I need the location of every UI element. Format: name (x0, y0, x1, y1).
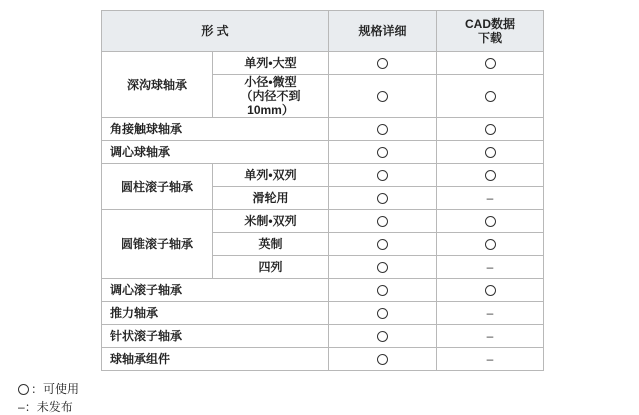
cad-cell[interactable] (437, 75, 544, 118)
legend-available (18, 380, 79, 397)
subtype-metric-double[interactable]: 米制•双列 (213, 210, 329, 233)
category-self-aligning-ball[interactable]: 调心球轴承 (102, 141, 329, 164)
spec-cell[interactable] (329, 210, 437, 233)
category-thrust[interactable]: 推力轴承 (102, 302, 329, 325)
available-icon (377, 331, 388, 342)
available-icon (377, 91, 388, 102)
available-icon (485, 147, 496, 158)
header-type: 形 式 (102, 11, 329, 52)
table-row (102, 52, 544, 75)
table-row (102, 164, 544, 187)
available-icon (485, 91, 496, 102)
available-icon (485, 58, 496, 69)
unreleased-icon: – (486, 191, 494, 205)
available-icon (377, 147, 388, 158)
available-icon (485, 239, 496, 250)
table-row (102, 118, 544, 141)
available-icon (377, 354, 388, 365)
legend-unreleased (18, 398, 73, 415)
subtype-four-row[interactable]: 四列 (213, 256, 329, 279)
table-row (102, 325, 544, 348)
bearing-type-table (101, 10, 544, 371)
available-icon (377, 285, 388, 296)
legend-unreleased-text: ：未发布 (24, 400, 73, 414)
spec-cell[interactable] (329, 52, 437, 75)
spec-cell[interactable] (329, 256, 437, 279)
available-icon (377, 216, 388, 227)
available-icon (377, 124, 388, 135)
category-needle-roller[interactable]: 针状滚子轴承 (102, 325, 329, 348)
table-row (102, 302, 544, 325)
cad-cell (437, 302, 544, 325)
cad-cell[interactable] (437, 210, 544, 233)
cad-cell[interactable] (437, 279, 544, 302)
cad-cell[interactable] (437, 52, 544, 75)
unreleased-icon: – (486, 352, 494, 366)
spec-cell[interactable] (329, 348, 437, 371)
cad-cell[interactable] (437, 118, 544, 141)
category-tapered-roller[interactable]: 圆锥滚子轴承 (102, 210, 213, 279)
spec-cell[interactable] (329, 302, 437, 325)
cad-cell[interactable] (437, 164, 544, 187)
cad-cell (437, 348, 544, 371)
spec-cell[interactable] (329, 279, 437, 302)
subtype-single-large[interactable]: 单列•大型 (213, 52, 329, 75)
subtype-small-micro[interactable] (213, 75, 329, 118)
subtype-single-double[interactable]: 单列•双列 (213, 164, 329, 187)
spec-cell[interactable] (329, 118, 437, 141)
spec-cell[interactable] (329, 233, 437, 256)
spec-cell[interactable] (329, 325, 437, 348)
available-icon (377, 170, 388, 181)
cad-cell[interactable] (437, 233, 544, 256)
unreleased-icon: – (486, 306, 494, 320)
header-spec-detail: 规格详细 (329, 11, 437, 52)
available-icon (485, 216, 496, 227)
unreleased-icon: – (18, 400, 25, 414)
category-spherical-roller[interactable]: 调心滚子轴承 (102, 279, 329, 302)
subtype-inch[interactable]: 英制 (213, 233, 329, 256)
table-row (102, 141, 544, 164)
header-cad-line2: 下载 (477, 31, 502, 45)
subtype-small-micro-note: （内径不到10mm） (240, 89, 301, 117)
spec-cell[interactable] (329, 75, 437, 118)
cad-cell[interactable] (437, 141, 544, 164)
spec-cell[interactable] (329, 164, 437, 187)
unreleased-icon: – (486, 329, 494, 343)
available-icon (377, 193, 388, 204)
spec-cell[interactable] (329, 187, 437, 210)
subtype-pulley[interactable]: 滑轮用 (213, 187, 329, 210)
table-row (102, 279, 544, 302)
available-icon (485, 124, 496, 135)
cad-cell (437, 187, 544, 210)
cad-cell (437, 256, 544, 279)
unreleased-icon: – (486, 260, 494, 274)
category-deep-groove[interactable]: 深沟球轴承 (102, 52, 213, 118)
available-icon (485, 285, 496, 296)
category-angular-contact[interactable]: 角接触球轴承 (102, 118, 329, 141)
available-icon (377, 262, 388, 273)
table-row (102, 348, 544, 371)
subtype-small-micro-label: 小径•微型 (244, 75, 297, 89)
category-cylindrical-roller[interactable]: 圆柱滚子轴承 (102, 164, 213, 210)
available-icon (377, 239, 388, 250)
available-icon (485, 170, 496, 181)
category-ball-bearing-unit[interactable]: 球轴承组件 (102, 348, 329, 371)
table-row (102, 210, 544, 233)
available-icon (377, 308, 388, 319)
legend-available-text: ：可使用 (31, 382, 80, 396)
spec-cell[interactable] (329, 141, 437, 164)
table-header-row (102, 11, 544, 52)
cad-cell (437, 325, 544, 348)
available-icon (18, 384, 29, 395)
header-cad-download (437, 11, 544, 52)
header-cad-line1: CAD数据 (465, 17, 515, 31)
available-icon (377, 58, 388, 69)
